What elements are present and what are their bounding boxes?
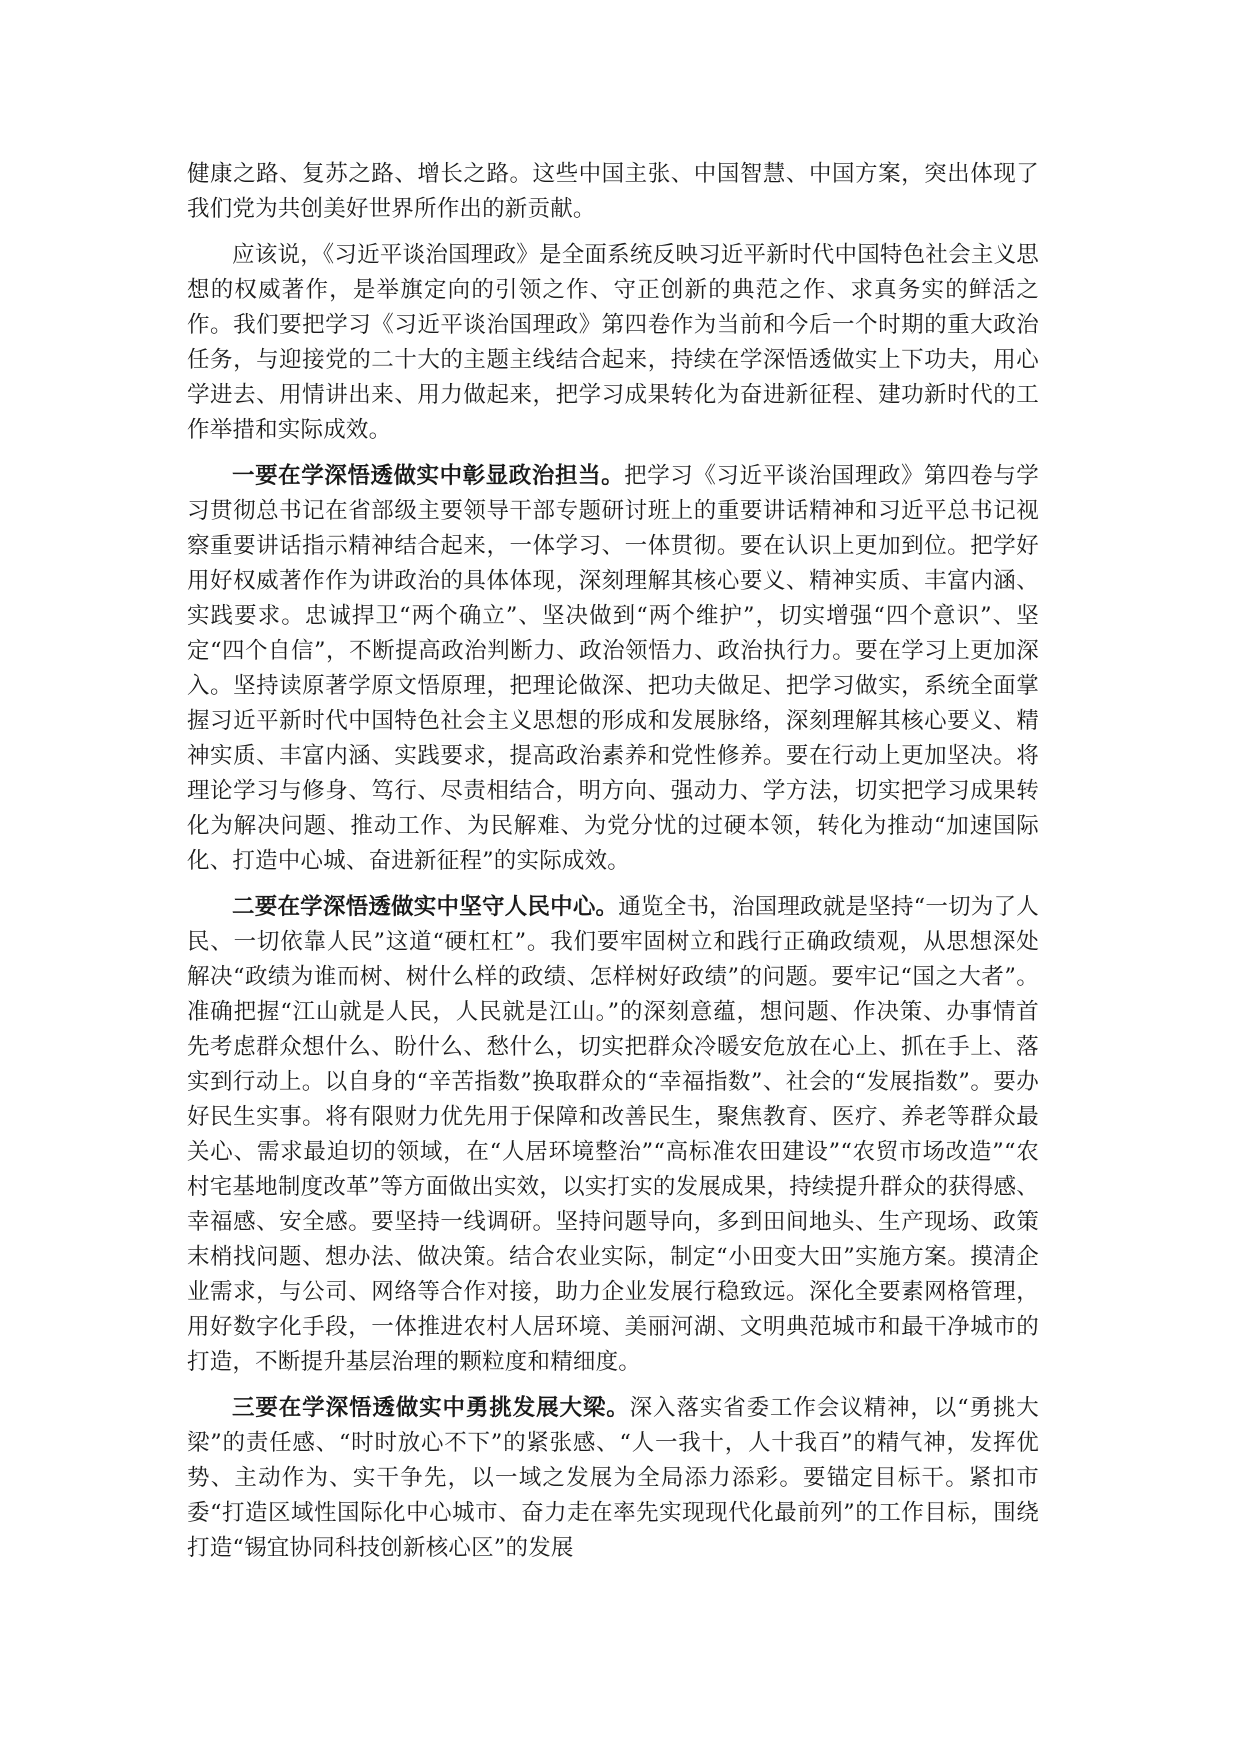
paragraph-4 — [187, 890, 1039, 1380]
section-3-body: 深入落实省委工作会议精神，以“勇挑大梁”的责任感、“时时放心不下”的紧张感、“人一我十，人十我百”的精气神，发挥优势、主动作为、实干争先，以一域之发展为全局添力添彩。要锚定目标干。紧扣市委“打造区域性国际化中心城市、奋力走在率先实现现代化最前列”的工作目标，围绕打造“锡宜协同科技创新核心区”的发展 — [187, 1395, 1040, 1561]
section-2-heading: 二要在学深悟透做实中坚守人民中心。 — [232, 894, 619, 920]
paragraph-1: 健康之路、复苏之路、增长之路。这些中国主张、中国智慧、中国方案，突出体现了我们党为共创美好世界所作出的新贡献。 — [187, 161, 1039, 222]
paragraph-3 — [187, 459, 1039, 879]
paragraph-5 — [187, 1391, 1039, 1566]
section-1-heading: 一要在学深悟透做实中彰显政治担当。 — [232, 463, 625, 489]
section-2-body: 通览全书，治国理政就是坚持“一切为了人民、一切依靠人民”这道“硬杠杠”。我们要牢固树立和践行正确政绩观，从思想深处解决“政绩为谁而树、树什么样的政绩、怎样树好政绩”的问题。要牢记“国之大者”。准确把握“江山就是人民，人民就是江山。”的深刻意蕴，想问题、作决策、办事情首先考虑群众想什么、盼什么、愁什么，切实把群众冷暖安危放在心上、抓在手上、落实到行动上。以自身的“辛苦指数”换取群众的“幸福指数”、社会的“发展指数”。要办好民生实事。将有限财力优先用于保障和改善民生，聚焦教育、医疗、养老等群众最关心、需求最迫切的领域，在“人居环境整治”“高标准农田建设”“农贸市场改造”“农村宅基地制度改革”等方面做出实效，以实打实的发展成果，持续提升群众的获得感、幸福感、安全感。要坚持一线调研。坚持问题导向，多到田间地头、生产现场、政策末梢找问题、想办法、做决策。结合农业实际，制定“小田变大田”实施方案。摸清企业需求，与公司、网络等合作对接，助力企业发展行稳致远。深化全要素网格管理，用好数字化手段，一体推进农村人居环境、美丽河湖、文明典范城市和最干净城市的打造，不断提升基层治理的颗粒度和精细度。 — [187, 894, 1039, 1375]
document-page — [187, 157, 1039, 1577]
section-1-body: 把学习《习近平谈治国理政》第四卷与学习贯彻总书记在省部级主要领导干部专题研讨班上的重要讲话精神和习近平总书记视察重要讲话指示精神结合起来，一体学习、一体贯彻。要在认识上更加到位。把学好用好权威著作作为讲政治的具体体现，深刻理解其核心要义、精神实质、丰富内涵、实践要求。忠诚捍卫“两个确立”、坚决做到“两个维护”，切实增强“四个意识”、坚定“四个自信”，不断提高政治判断力、政治领悟力、政治执行力。要在学习上更加深入。坚持读原著学原文悟原理，把理论做深、把功夫做足、把学习做实，系统全面掌握习近平新时代中国特色社会主义思想的形成和发展脉络，深刻理解其核心要义、精神实质、丰富内涵、实践要求，提高政治素养和党性修养。要在行动上更加坚决。将理论学习与修身、笃行、尽责相结合，明方向、强动力、学方法，切实把学习成果转化为解决问题、推动工作、为民解难、为党分忧的过硬本领，转化为推动“加速国际化、打造中心城、奋进新征程”的实际成效。 — [187, 463, 1039, 874]
section-3-heading: 三要在学深悟透做实中勇挑发展大梁。 — [232, 1395, 630, 1421]
paragraph-2: 应该说，《习近平谈治国理政》是全面系统反映习近平新时代中国特色社会主义思想的权威著作，是举旗定向的引领之作、守正创新的典范之作、求真务实的鲜活之作。我们要把学习《习近平谈治国理政》第四卷作为当前和今后一个时期的重大政治任务，与迎接党的二十大的主题主线结合起来，持续在学深悟透做实上下功夫，用心学进去、用情讲出来、用力做起来，把学习成果转化为奋进新征程、建功新时代的工作举措和实际成效。 — [187, 242, 1039, 443]
